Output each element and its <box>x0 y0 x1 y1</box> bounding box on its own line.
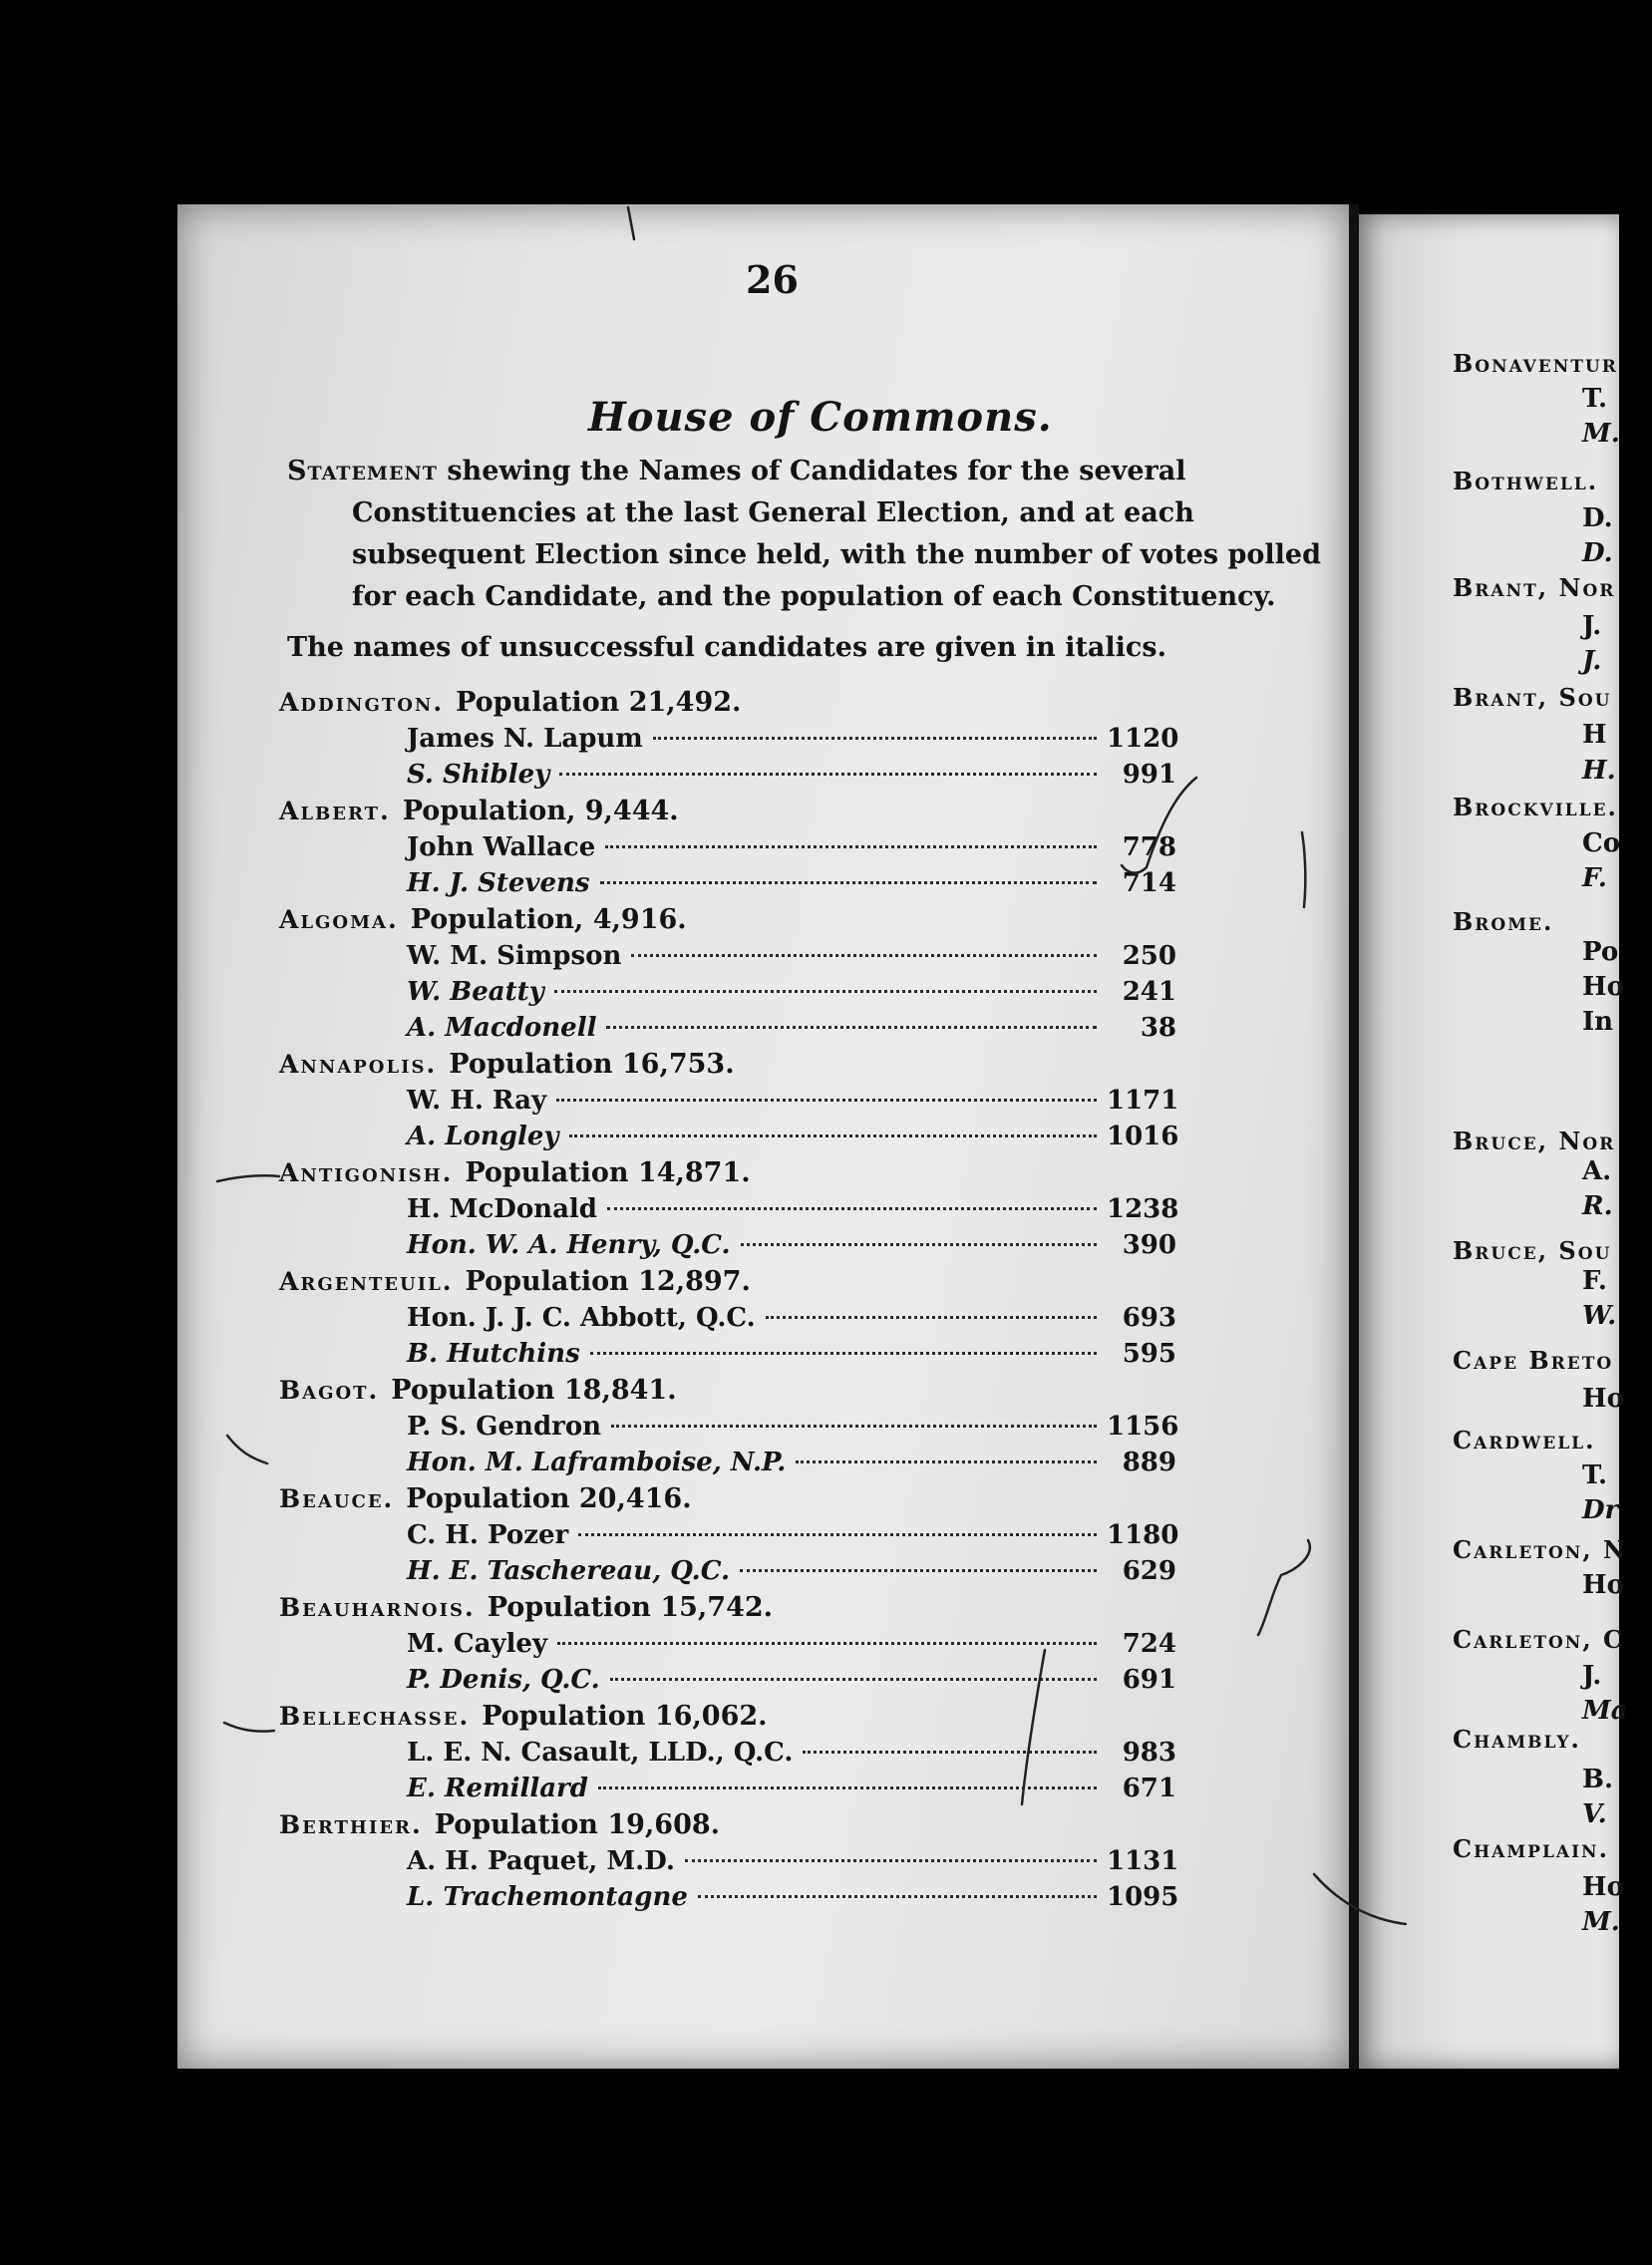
constituency-population: Population, 9,444. <box>402 796 679 826</box>
right-candidate-fragment: W. <box>1582 1301 1617 1331</box>
vote-count: 889 <box>1122 1448 1176 1477</box>
right-constituency-header: Bruce, Nor <box>1453 1127 1616 1155</box>
constituency-name: Algoma. <box>279 905 399 934</box>
right-candidate-fragment: H. <box>1582 756 1616 786</box>
right-constituency-header: Brome. <box>1453 907 1554 936</box>
candidate-name: Hon. M. Laframboise, N.P. <box>407 1448 787 1477</box>
candidate-name: E. Remillard <box>407 1774 588 1803</box>
candidate-name: James N. Lapum <box>407 724 643 754</box>
right-constituency-header: Cape Breto <box>1453 1346 1614 1375</box>
constituency-name: Beauharnois. <box>279 1593 476 1622</box>
constituency-name: Berthier. <box>279 1810 423 1839</box>
vote-count: 1120 <box>1107 724 1179 754</box>
italics-note: The names of unsuccessful candidates are given in italics. <box>287 632 1166 663</box>
candidate-name: H. J. Stevens <box>407 868 590 898</box>
right-candidate-fragment: J. <box>1582 1661 1602 1691</box>
candidate-name: B. Hutchins <box>407 1339 580 1369</box>
right-candidate-fragment: Ho <box>1582 1570 1624 1600</box>
vote-count: 714 <box>1122 868 1176 898</box>
right-candidate-fragment: Ho <box>1582 1872 1624 1902</box>
vote-count: 1238 <box>1107 1194 1179 1224</box>
right-candidate-fragment: D. <box>1582 538 1613 568</box>
right-candidate-fragment: F. <box>1582 1266 1607 1296</box>
vote-count: 595 <box>1122 1339 1176 1369</box>
right-candidate-fragment: J. <box>1582 611 1602 641</box>
right-candidate-fragment: Ho <box>1582 972 1624 1002</box>
candidate-name: H. McDonald <box>407 1194 597 1224</box>
right-candidate-fragment: T. <box>1582 384 1608 414</box>
right-candidate-fragment: F. <box>1582 863 1607 893</box>
right-constituency-header: Carleton, C <box>1453 1625 1625 1654</box>
vote-count: 1016 <box>1107 1122 1179 1151</box>
vote-count: 241 <box>1122 977 1176 1007</box>
vote-count: 691 <box>1122 1665 1176 1695</box>
right-constituency-header: Brant, Sou <box>1453 683 1612 712</box>
constituency-name: Annapolis. <box>279 1050 438 1079</box>
right-constituency-header: Bonaventur <box>1453 349 1618 378</box>
candidate-name: W. H. Ray <box>407 1086 547 1116</box>
candidate-name: H. E. Taschereau, Q.C. <box>407 1556 730 1586</box>
constituency-population: Population 14,871. <box>465 1157 751 1188</box>
page-number: 26 <box>746 257 799 302</box>
candidate-name: L. Trachemontagne <box>407 1882 688 1912</box>
right-constituency-header: Bothwell. <box>1453 467 1599 495</box>
vote-count: 991 <box>1122 760 1176 790</box>
vote-count: 983 <box>1122 1738 1176 1768</box>
vote-count: 390 <box>1122 1230 1176 1260</box>
right-candidate-fragment: T. <box>1582 1460 1608 1490</box>
right-candidate-fragment: Po <box>1582 937 1619 967</box>
right-constituency-header: Carleton, N <box>1453 1535 1627 1564</box>
statement-lead: Statement <box>287 456 438 486</box>
constituency-name: Bellechasse. <box>279 1702 471 1731</box>
constituency-population: Population 16,753. <box>449 1049 735 1080</box>
constituency-population: Population 21,492. <box>456 687 742 718</box>
right-constituency-header: Champlain. <box>1453 1834 1609 1863</box>
candidate-name: John Wallace <box>407 832 596 862</box>
constituency-population: Population 18,841. <box>391 1375 677 1406</box>
candidate-name: L. E. N. Casault, LLD., Q.C. <box>407 1738 794 1768</box>
right-candidate-fragment: R. <box>1582 1191 1613 1221</box>
constituency-name: Beauce. <box>279 1484 395 1513</box>
vote-count: 724 <box>1122 1629 1176 1659</box>
candidate-name: A. Longley <box>407 1122 559 1151</box>
candidate-name: S. Shibley <box>407 760 550 790</box>
candidate-name: Hon. J. J. C. Abbott, Q.C. <box>407 1303 756 1333</box>
right-candidate-fragment: Ma <box>1582 1696 1628 1726</box>
vote-count: 671 <box>1122 1774 1176 1803</box>
vote-count: 693 <box>1122 1303 1176 1333</box>
constituency-name: Addington. <box>279 688 445 717</box>
right-candidate-fragment: In <box>1582 1007 1614 1037</box>
right-candidate-fragment: M. <box>1582 1907 1620 1937</box>
page-heading: House of Commons. <box>588 394 1053 441</box>
constituency-name: Bagot. <box>279 1376 380 1405</box>
right-candidate-fragment: A. <box>1582 1156 1612 1186</box>
vote-count: 1156 <box>1107 1412 1179 1442</box>
candidate-name: W. M. Simpson <box>407 941 622 971</box>
right-candidate-fragment: Ho <box>1582 1384 1624 1414</box>
vote-count: 778 <box>1122 832 1176 862</box>
constituency-population: Population, 4,916. <box>410 904 687 935</box>
constituency-population: Population 20,416. <box>406 1483 692 1514</box>
candidate-name: C. H. Pozer <box>407 1520 569 1550</box>
vote-count: 38 <box>1140 1013 1176 1043</box>
right-candidate-fragment: Dr <box>1582 1495 1619 1525</box>
statement-body: shewing the Names of Candidates for the several Constituencies at the last General Election, and at each subsequent Election since held, with the number of votes polled for each Candidate, and the population of each Constituency. <box>352 456 1321 612</box>
vote-count: 1171 <box>1107 1086 1179 1116</box>
constituency-name: Antigonish. <box>279 1158 454 1187</box>
constituency-population: Population 19,608. <box>434 1809 721 1840</box>
right-candidate-fragment: B. <box>1582 1765 1614 1794</box>
right-candidate-fragment: V. <box>1582 1799 1607 1829</box>
right-candidate-fragment: Co <box>1582 828 1621 858</box>
right-candidate-fragment: H <box>1582 720 1607 750</box>
constituency-population: Population 12,897. <box>465 1266 751 1297</box>
constituency-population: Population 16,062. <box>482 1701 768 1732</box>
constituency-population: Population 15,742. <box>487 1592 774 1623</box>
candidate-name: P. S. Gendron <box>407 1412 602 1442</box>
vote-count: 1180 <box>1107 1520 1179 1550</box>
right-constituency-header: Brockville. <box>1453 793 1618 821</box>
vote-count: 1131 <box>1107 1846 1179 1876</box>
candidate-name: A. Macdonell <box>407 1013 597 1043</box>
right-constituency-header: Chambly. <box>1453 1725 1581 1754</box>
constituency-name: Argenteuil. <box>279 1267 454 1296</box>
right-constituency-header: Cardwell. <box>1453 1426 1596 1455</box>
candidate-name: A. H. Paquet, M.D. <box>407 1846 675 1876</box>
right-constituency-header: Brant, Nor <box>1453 573 1616 602</box>
vote-count: 629 <box>1122 1556 1176 1586</box>
right-constituency-header: Bruce, Sou <box>1453 1236 1612 1265</box>
candidate-name: P. Denis, Q.C. <box>407 1665 600 1695</box>
vote-count: 250 <box>1122 941 1176 971</box>
vote-count: 1095 <box>1107 1882 1179 1912</box>
right-candidate-fragment: M. <box>1582 419 1620 449</box>
right-candidate-fragment: J. <box>1582 646 1602 676</box>
right-candidate-fragment: D. <box>1582 503 1613 533</box>
constituency-name: Albert. <box>279 797 391 825</box>
candidate-name: M. Cayley <box>407 1629 548 1659</box>
candidate-name: Hon. W. A. Henry, Q.C. <box>407 1230 731 1260</box>
candidate-name: W. Beatty <box>407 977 544 1007</box>
